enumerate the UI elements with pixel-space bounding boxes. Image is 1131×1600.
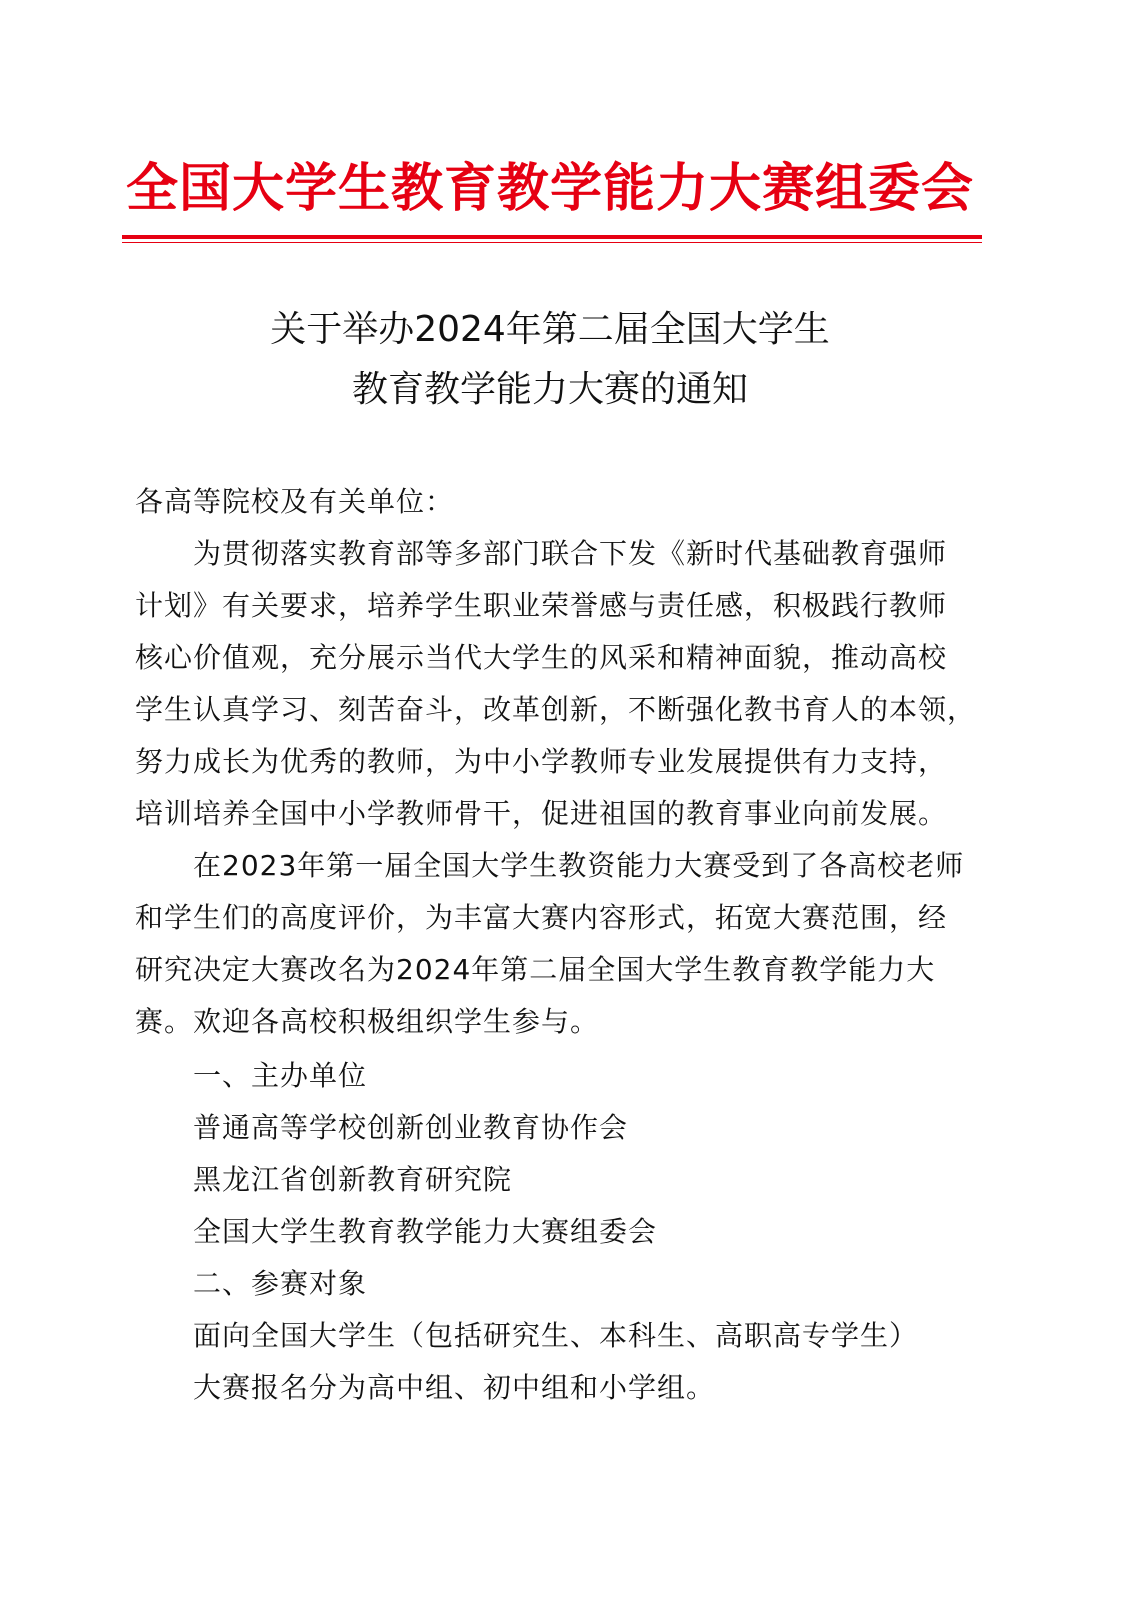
section-1-item: 黑龙江省创新教育研究院 bbox=[193, 1163, 513, 1196]
paragraph-1-line: 计划》有关要求，培养学生职业荣誉感与责任感，积极践行教师 bbox=[135, 589, 948, 622]
section-2-item: 大赛报名分为高中组、初中组和小学组。 bbox=[193, 1371, 716, 1404]
paragraph-2-line: 赛。欢迎各高校积极组织学生参与。 bbox=[135, 1005, 600, 1038]
paragraph-1-line: 核心价值观，充分展示当代大学生的风采和精神面貌，推动高校 bbox=[135, 641, 948, 674]
document-title-line-2: 教育教学能力大赛的通知 bbox=[351, 369, 748, 410]
section-1-item: 全国大学生教育教学能力大赛组委会 bbox=[193, 1215, 658, 1248]
document-title-line-1: 关于举办2024年第二届全国大学生 bbox=[270, 309, 830, 350]
section-2-item: 面向全国大学生（包括研究生、本科生、高职高专学生） bbox=[193, 1319, 919, 1352]
paragraph-2-line: 研究决定大赛改名为2024年第二届全国大学生教育教学能力大 bbox=[135, 953, 936, 986]
paragraph-1-line: 学生认真学习、刻苦奋斗，改革创新，不断强化教书育人的本领， bbox=[135, 693, 977, 726]
paragraph-1-line: 为贯彻落实教育部等多部门联合下发《新时代基础教育强师 bbox=[193, 537, 948, 570]
section-2-heading: 二、参赛对象 bbox=[193, 1267, 368, 1300]
salutation: 各高等院校及有关单位： bbox=[135, 485, 455, 518]
organization-header: 全国大学生教育教学能力大赛组委会 bbox=[125, 159, 974, 219]
paragraph-1-line: 培训培养全国中小学教师骨干，促进祖国的教育事业向前发展。 bbox=[135, 797, 948, 830]
header-rule-thin bbox=[122, 242, 982, 243]
paragraph-2-line: 和学生们的高度评价，为丰富大赛内容形式，拓宽大赛范围，经 bbox=[135, 901, 948, 934]
paragraph-2-line: 在2023年第一届全国大学生教资能力大赛受到了各高校老师 bbox=[193, 849, 965, 882]
section-1-item: 普通高等学校创新创业教育协作会 bbox=[193, 1111, 629, 1144]
header-rule-thick bbox=[122, 235, 982, 239]
paragraph-1-line: 努力成长为优秀的教师，为中小学教师专业发展提供有力支持， bbox=[135, 745, 948, 778]
section-1-heading: 一、主办单位 bbox=[193, 1059, 368, 1092]
